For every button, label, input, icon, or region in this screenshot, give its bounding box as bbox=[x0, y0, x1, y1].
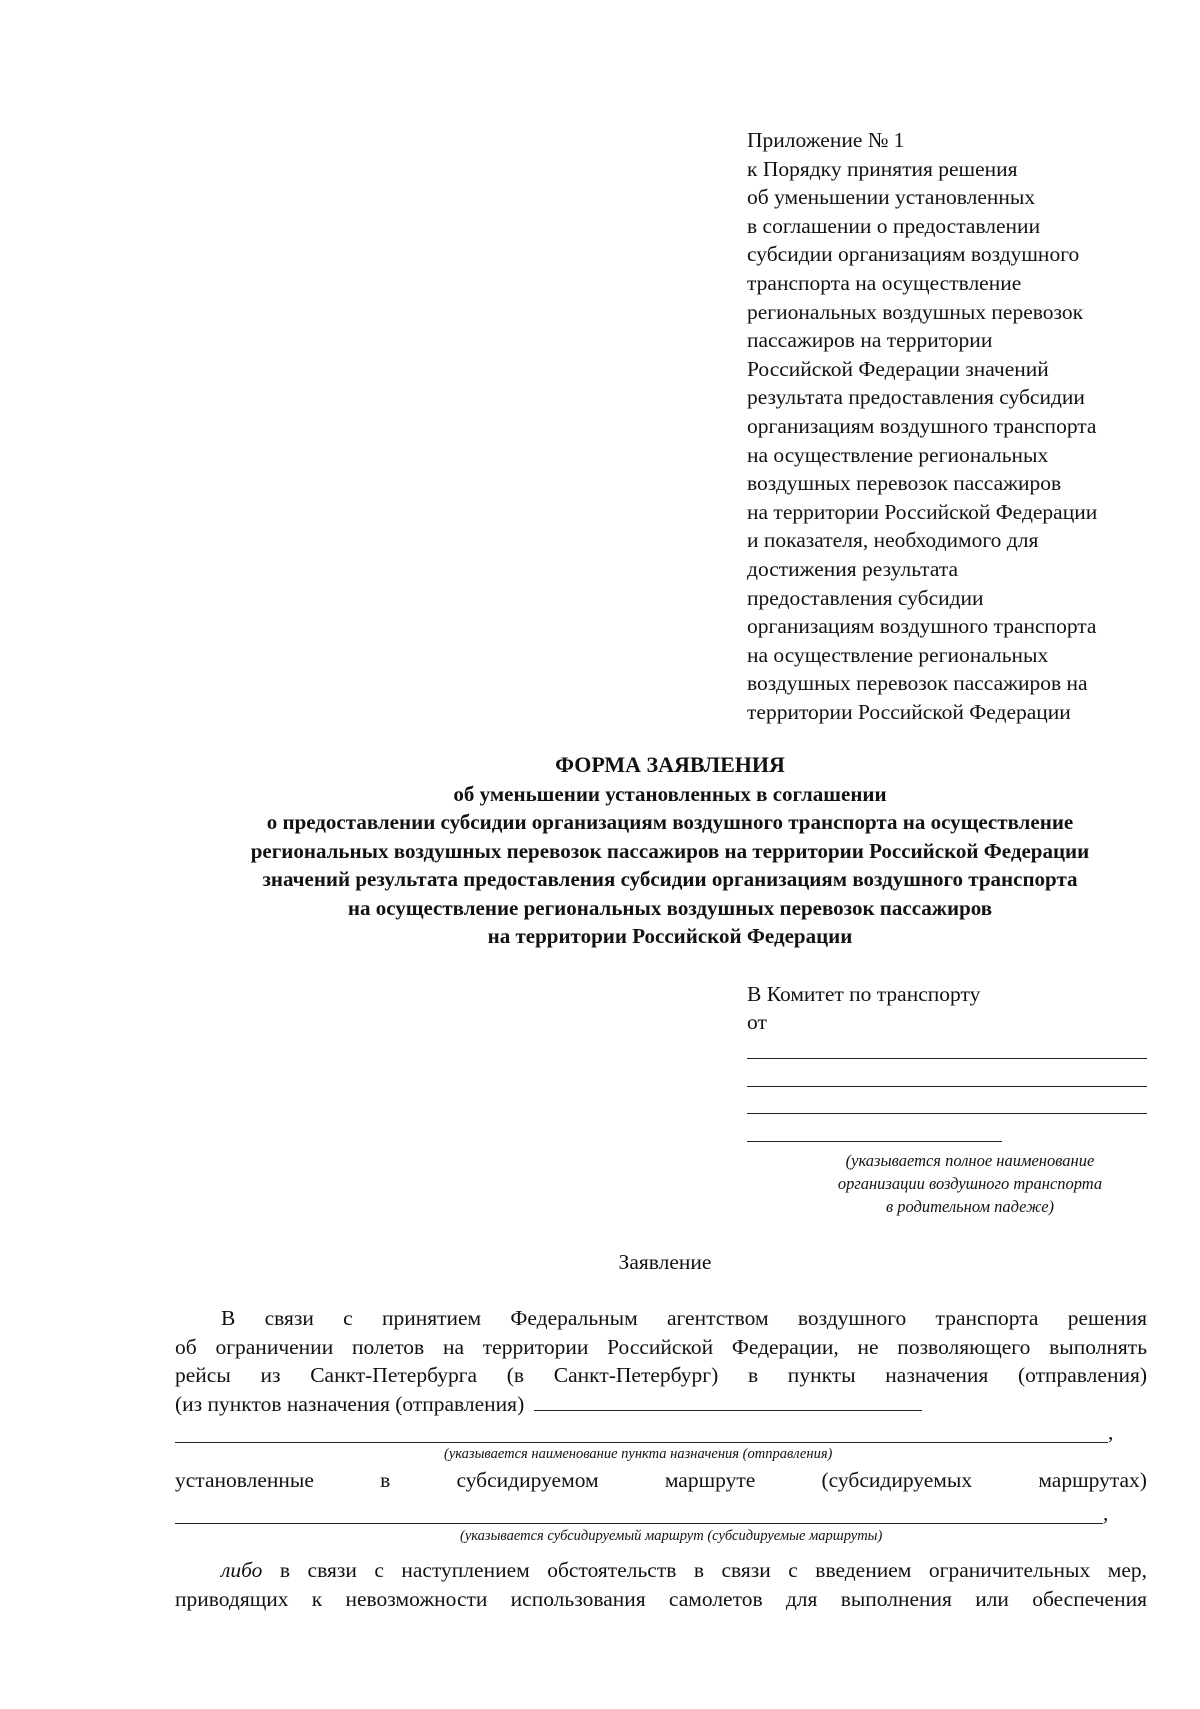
route-words-line bbox=[175, 1468, 1147, 1493]
statement-paragraph-1 bbox=[175, 1304, 1147, 1419]
recipient-from: от bbox=[747, 1010, 767, 1034]
destination-field-line[interactable] bbox=[175, 1442, 1108, 1443]
appendix-line: предоставления субсидии bbox=[747, 585, 984, 610]
paragraph-line: В связи с принятием Федеральным агентством воздушного транспорта решения bbox=[221, 1306, 1147, 1330]
sender-name-line-3[interactable] bbox=[747, 1113, 1147, 1114]
form-title-line: об уменьшении установленных в соглашении bbox=[453, 781, 887, 806]
appendix-line: субсидии организациям воздушного bbox=[747, 242, 1080, 267]
recipient-block bbox=[747, 980, 1147, 1036]
route-hint: (указывается субсидируемый маршрут (субсидируемые маршруты) bbox=[460, 1528, 883, 1544]
route-word: маршруте bbox=[664, 1468, 756, 1492]
appendix-line: результата предоставления субсидии bbox=[747, 385, 1085, 410]
route-word: субсидируемом bbox=[456, 1468, 599, 1492]
appendix-line: пассажиров на территории bbox=[747, 328, 993, 353]
paragraph-text: в связи с наступлением обстоятельств в связи с введением ограничительных мер, bbox=[262, 1558, 1147, 1582]
sender-name-line-2[interactable] bbox=[747, 1086, 1147, 1087]
form-title-line: значений результата предоставления субсидии организациям воздушного транспорта bbox=[262, 867, 1078, 891]
appendix-line: к Порядку принятия решения bbox=[747, 156, 1018, 181]
appendix-line: достижения результата bbox=[747, 556, 959, 581]
sender-name-line-4[interactable] bbox=[747, 1141, 1002, 1142]
paragraph-line: рейсы из Санкт-Петербурга (в Санкт-Петербург) в пункты назначения (отправления) bbox=[175, 1363, 1147, 1388]
route-word: маршрутах) bbox=[1038, 1468, 1147, 1492]
comma: , bbox=[1108, 1420, 1114, 1444]
sender-name-line-1[interactable] bbox=[747, 1058, 1147, 1059]
comma: , bbox=[1103, 1501, 1109, 1525]
hint-line: организации воздушного транспорта bbox=[837, 1174, 1103, 1193]
appendix-header bbox=[747, 126, 1187, 726]
hint-line: (указывается полное наименование bbox=[845, 1151, 1095, 1170]
form-title-line: о предоставлении субсидии организациям воздушного транспорта на осуществление bbox=[266, 810, 1074, 834]
appendix-line: региональных воздушных перевозок bbox=[747, 299, 1084, 324]
appendix-line: Приложение № 1 bbox=[747, 128, 905, 152]
appendix-line: транспорта на осуществление bbox=[747, 270, 1022, 295]
appendix-line: и показателя, необходимого для bbox=[747, 528, 1039, 553]
appendix-line: об уменьшении установленных bbox=[747, 185, 1036, 210]
destination-inline-field[interactable] bbox=[534, 1392, 922, 1411]
appendix-line: в соглашении о предоставлении bbox=[747, 213, 1041, 238]
appendix-line: организациям воздушного транспорта bbox=[747, 614, 1097, 639]
appendix-line: воздушных перевозок пассажиров bbox=[747, 471, 1062, 496]
appendix-line: на осуществление региональных bbox=[747, 642, 1049, 667]
paragraph-line: приводящих к невозможности использования самолетов для выполнения или обеспечения bbox=[175, 1586, 1147, 1611]
route-field-line[interactable] bbox=[175, 1523, 1103, 1524]
sender-hint bbox=[760, 1149, 1180, 1218]
paragraph-line: об ограничении полетов на территории Российской Федерации, не позволяющего выполнять bbox=[175, 1334, 1147, 1359]
form-title-line: региональных воздушных перевозок пассажиров на территории Российской Федерации bbox=[250, 838, 1090, 863]
form-title-line: на осуществление региональных воздушных перевозок пассажиров bbox=[347, 895, 993, 920]
paragraph-line bbox=[175, 1390, 1147, 1419]
appendix-line: воздушных перевозок пассажиров на bbox=[747, 671, 1088, 696]
appendix-line: территории Российской Федерации bbox=[747, 699, 1071, 724]
statement-title: Заявление bbox=[618, 1250, 712, 1274]
form-title bbox=[120, 751, 1200, 951]
appendix-line: на территории Российской Федерации bbox=[747, 499, 1098, 524]
paragraph-line bbox=[175, 1556, 1147, 1585]
form-heading: ФОРМА ЗАЯВЛЕНИЯ bbox=[555, 752, 785, 777]
appendix-line: на осуществление региональных bbox=[747, 442, 1049, 467]
appendix-line: организациям воздушного транспорта bbox=[747, 413, 1097, 438]
hint-line: в родительном падеже) bbox=[885, 1197, 1055, 1216]
route-word: (субсидируемых bbox=[821, 1468, 973, 1492]
form-title-line: на территории Российской Федерации bbox=[487, 924, 853, 948]
appendix-line: Российской Федерации значений bbox=[747, 356, 1049, 381]
statement-paragraph-2 bbox=[175, 1556, 1147, 1613]
route-word: установленные bbox=[175, 1468, 314, 1492]
italic-word: либо bbox=[221, 1558, 263, 1582]
paragraph-text: (из пунктов назначения (отправления) bbox=[175, 1392, 525, 1417]
recipient-to: В Комитет по транспорту bbox=[747, 982, 981, 1006]
destination-hint: (указывается наименование пункта назначения (отправления) bbox=[444, 1446, 833, 1462]
route-word: в bbox=[380, 1468, 391, 1492]
